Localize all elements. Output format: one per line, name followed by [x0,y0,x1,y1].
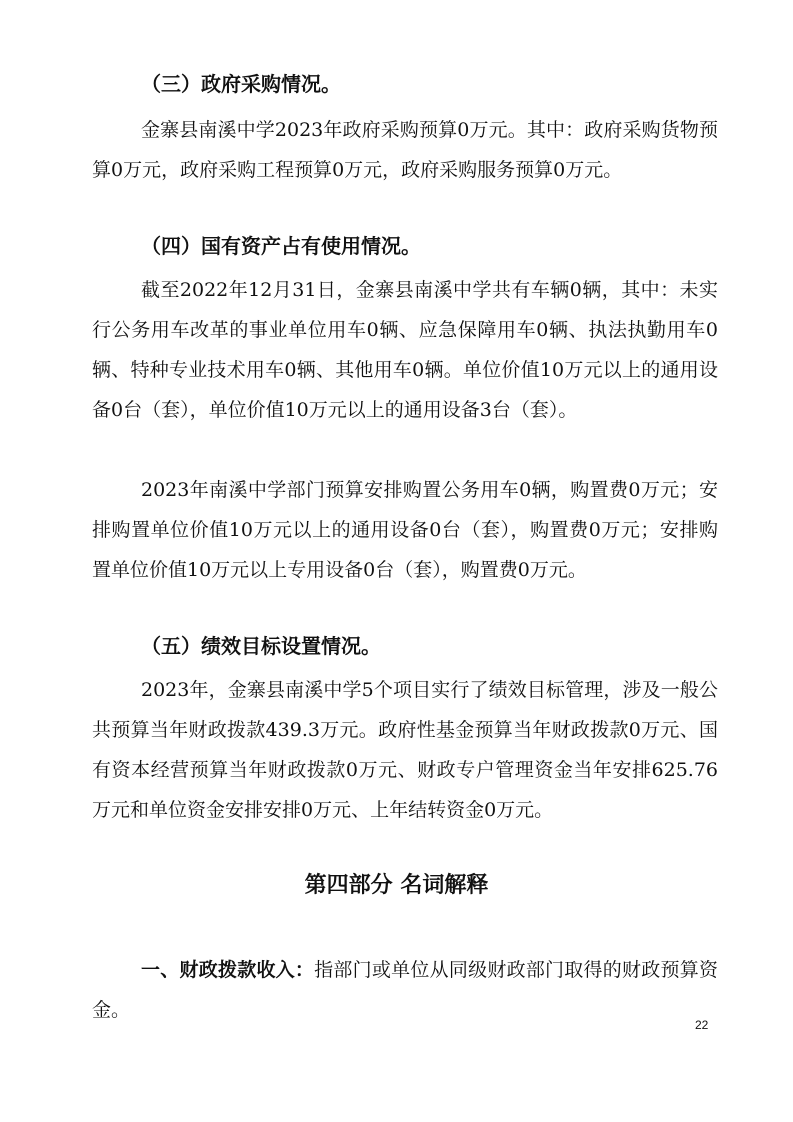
section-3-paragraph: 金寨县南溪中学2023年政府采购预算0万元。其中：政府采购货物预算0万元，政府采购工程预算0万元，政府采购服务预算0万元。 [92,119,718,181]
part-four-title: 第四部分 名词解释 [304,873,489,898]
page-number: 22 [695,1018,709,1032]
section-5-heading: （五）绩效目标设置情况。 [141,634,381,658]
definition-1 [92,950,718,1030]
definition-1-text: 指部门或单位从同级财政部门取得的财政预算资金。 [92,959,718,1021]
section-5-paragraph: 2023年，金寨县南溪中学5个项目实行了绩效目标管理，涉及一般公共预算当年财政拨款439.3万元。政府性基金预算当年财政拨款0万元、国有资本经营预算当年财政拨款0万元、财政专户管理资金当年安排625.76万元和单位资金安排安排0万元、上年结转资金0万元。 [92,679,718,821]
definition-1-term: 一、财政拨款收入： [141,959,315,981]
section-4-paragraph-2: 2023年南溪中学部门预算安排购置公务用车0辆，购置费0万元；安排购置单位价值10万元以上的通用设备0台（套），购置费0万元；安排购置单位价值10万元以上专用设备0台（套），购置费0万元。 [92,479,718,581]
section-4-paragraph-1: 截至2022年12月31日，金寨县南溪中学共有车辆0辆，其中：未实行公务用车改革的事业单位用车0辆、应急保障用车0辆、执法执勤用车0辆、特种专业技术用车0辆、其他用车0辆。单位价值10万元以上的通用设备0台（套），单位价值10万元以上的通用设备3台（套）。 [92,279,718,421]
section-3-heading: （三）政府采购情况。 [141,72,341,96]
section-4-heading: （四）国有资产占有使用情况。 [141,234,421,258]
